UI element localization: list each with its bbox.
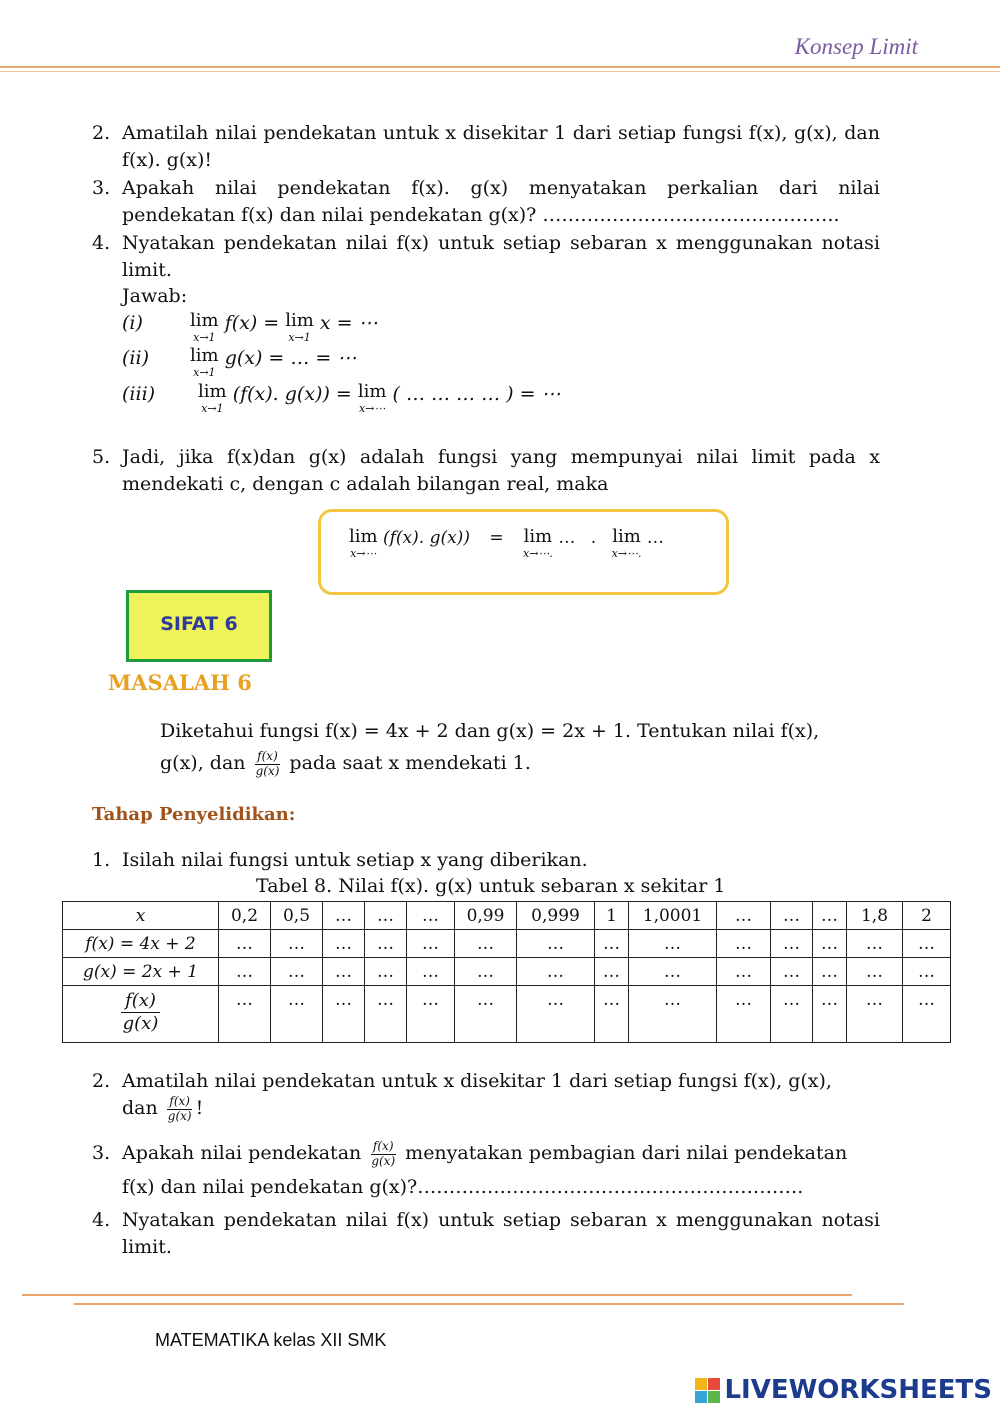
table-cell: … xyxy=(323,986,365,1043)
lim-sub: x→⋯. xyxy=(611,547,642,560)
answer-tail: ( … … … … ) = ⋯ xyxy=(392,383,561,405)
fraction xyxy=(369,1140,397,1167)
fraction xyxy=(121,990,160,1034)
table-header-cell: … xyxy=(365,902,407,930)
jawab-label: Jawab: xyxy=(122,285,188,307)
logo-text: LIVEWORKSHEETS xyxy=(724,1375,992,1405)
answer-i xyxy=(122,312,378,343)
logo-square xyxy=(708,1378,720,1390)
header-line xyxy=(0,66,1000,68)
frac-num: f(x) xyxy=(372,1139,394,1154)
table-cell: … xyxy=(595,986,629,1043)
table-row-f xyxy=(63,930,951,958)
answer-mid: (f(x). g(x)) = xyxy=(232,383,358,405)
problem-text: pada saat x mendekati 1. xyxy=(289,752,531,774)
answer-label: (i) xyxy=(122,312,143,334)
item-text: Jadi, jika f(x)dan g(x) adalah fungsi yang mempunyai nilai limit pada x mendekati c, dengan c adalah bilangan real, maka xyxy=(122,446,880,495)
table-cell: … xyxy=(271,986,323,1043)
item-text: Nyatakan pendekatan nilai f(x) untuk setiap sebaran x menggunakan notasi limit. xyxy=(122,232,880,281)
table-cell: … xyxy=(455,958,517,986)
lim-word: lim xyxy=(349,526,378,547)
item-text: Isilah nilai fungsi untuk setiap x yang diberikan. xyxy=(122,849,588,871)
frac-num: f(x) xyxy=(169,1094,190,1109)
row-label: f(x) = 4x + 2 xyxy=(63,930,219,958)
tahap-heading: Tahap Penyelidikan: xyxy=(92,804,296,825)
frac-den: g(x) xyxy=(122,1012,159,1034)
item-text-c: ! xyxy=(195,1097,204,1119)
table-cell: … xyxy=(407,958,455,986)
table-cell: … xyxy=(903,958,951,986)
item-text xyxy=(122,1068,880,1123)
answer-iii xyxy=(122,383,561,414)
item-number: 3. xyxy=(92,177,111,199)
formula-box xyxy=(318,509,729,595)
formula-expr: (f(x). g(x)) xyxy=(383,528,470,548)
table-header-cell: 0,99 xyxy=(455,902,517,930)
lim-word: lim xyxy=(357,381,387,402)
row-label xyxy=(63,986,219,1043)
problem-text: g(x), dan xyxy=(160,752,246,774)
table-cell: … xyxy=(323,958,365,986)
item-text-b: dan xyxy=(122,1097,158,1119)
table-cell: … xyxy=(771,958,813,986)
table-cell: … xyxy=(407,930,455,958)
values-table xyxy=(62,901,951,1043)
item-number: 5. xyxy=(92,446,111,468)
table-cell: … xyxy=(517,930,595,958)
item-number: 1. xyxy=(92,849,111,871)
table-cell: … xyxy=(219,930,271,958)
lim-sub: x→1 xyxy=(201,402,224,415)
header-title: Konsep Limit xyxy=(794,34,918,59)
lim-sub: x→1 xyxy=(193,366,216,379)
table-header-cell: 1 xyxy=(595,902,629,930)
limit-expr xyxy=(190,312,219,343)
table-cell: … xyxy=(629,958,717,986)
item-number: 4. xyxy=(92,1209,111,1231)
table-cell: … xyxy=(903,986,951,1043)
item-text: Nyatakan pendekatan nilai f(x) untuk setiap sebaran x menggunakan notasi limit. xyxy=(122,1209,880,1258)
table-header-cell: 1,0001 xyxy=(629,902,717,930)
table-cell: … xyxy=(271,958,323,986)
table-header-cell: … xyxy=(407,902,455,930)
limit-expr xyxy=(523,528,553,559)
table-header-cell: 1,8 xyxy=(847,902,903,930)
item-number: 3. xyxy=(92,1142,111,1164)
lim-sub: x→⋯ xyxy=(358,402,386,415)
table-cell: … xyxy=(365,930,407,958)
table-header-cell: 0,2 xyxy=(219,902,271,930)
part1-item-3 xyxy=(92,175,880,229)
frac-den: g(x) xyxy=(255,763,280,778)
lim-word: lim xyxy=(190,345,219,366)
table-cell: … xyxy=(813,930,847,958)
footer-line xyxy=(22,1294,852,1296)
table-cell: … xyxy=(813,958,847,986)
answer-tail: x = ⋯ xyxy=(319,312,378,334)
table-cell: … xyxy=(219,986,271,1043)
limit-expr xyxy=(190,347,219,378)
answer-label: (iii) xyxy=(122,383,156,405)
table-cell: … xyxy=(903,930,951,958)
table-cell: … xyxy=(323,930,365,958)
item-text-a: Apakah nilai pendekatan xyxy=(122,1142,362,1164)
header-line-thin xyxy=(0,71,1000,72)
lim-word: lim xyxy=(523,526,553,547)
part2-item-4 xyxy=(92,1207,880,1261)
limit-expr xyxy=(612,528,642,559)
limit-expr xyxy=(358,383,387,414)
part2-item-3 xyxy=(92,1140,880,1201)
table-cell: … xyxy=(847,930,903,958)
frac-den: g(x) xyxy=(371,1153,396,1168)
table-cell: … xyxy=(847,986,903,1043)
sifat-label: SIFAT 6 xyxy=(160,613,238,635)
part1-item-2 xyxy=(92,120,880,174)
table-header-row xyxy=(63,902,951,930)
logo-square xyxy=(695,1378,707,1390)
logo-square xyxy=(708,1391,720,1403)
lim-sub: x→1 xyxy=(288,331,311,344)
part1-item-4 xyxy=(92,230,880,284)
table-cell: … xyxy=(365,958,407,986)
table-cell: … xyxy=(271,930,323,958)
lim-word: lim xyxy=(190,310,219,331)
row-label: g(x) = 2x + 1 xyxy=(63,958,219,986)
fraction xyxy=(166,1095,194,1122)
answer-mid: g(x) = … = ⋯ xyxy=(224,347,357,369)
table-cell: … xyxy=(717,930,771,958)
logo-icon xyxy=(695,1378,720,1403)
table-cell: … xyxy=(595,958,629,986)
part2-item-2 xyxy=(92,1068,880,1123)
table-cell: … xyxy=(455,986,517,1043)
item-number: 2. xyxy=(92,1070,111,1092)
item-number: 4. xyxy=(92,232,111,254)
lim-sub: x→⋯. xyxy=(523,547,553,560)
table-cell: … xyxy=(629,986,717,1043)
table-cell: … xyxy=(771,986,813,1043)
table-row-g xyxy=(63,958,951,986)
answer-ii xyxy=(122,347,356,378)
table-row-fg xyxy=(63,986,951,1043)
footer-line-2 xyxy=(74,1303,904,1305)
table-cell: … xyxy=(219,958,271,986)
table-header-cell: … xyxy=(813,902,847,930)
formula-eq: = xyxy=(489,528,504,548)
item-text-a: Amatilah nilai pendekatan untuk x disekitar 1 dari setiap fungsi f(x), g(x), xyxy=(122,1070,832,1092)
problem-line-1 xyxy=(160,716,860,746)
table-cell: … xyxy=(813,986,847,1043)
table-header-cell: 2 xyxy=(903,902,951,930)
table-cell: … xyxy=(517,958,595,986)
table-cell: … xyxy=(365,986,407,1043)
lim-word: lim xyxy=(198,381,227,402)
table-header-cell: … xyxy=(323,902,365,930)
part1-item-5 xyxy=(92,444,880,498)
table-cell: … xyxy=(407,986,455,1043)
table-header-cell: … xyxy=(717,902,771,930)
limit-expr xyxy=(349,528,378,559)
table-header-cell: … xyxy=(771,902,813,930)
footer-text: MATEMATIKA kelas XII SMK xyxy=(155,1330,387,1350)
lim-word: lim xyxy=(285,310,314,331)
liveworksheets-logo xyxy=(695,1375,992,1405)
answer-label: (ii) xyxy=(122,347,149,369)
item-text: Apakah nilai pendekatan f(x). g(x) menyatakan perkalian dari nilai pendekatan f(x) dan nilai pendekatan g(x)? ……………………………………….. xyxy=(122,177,880,226)
problem-text: Diketahui fungsi f(x) = 4x + 2 dan g(x) = 2x + 1. Tentukan nilai f(x), xyxy=(160,720,820,742)
formula-dots: … xyxy=(558,528,576,548)
logo-square xyxy=(695,1391,707,1403)
item-text-c: f(x) dan nilai pendekatan g(x)?……………………………………………………. xyxy=(122,1175,804,1198)
lim-sub: x→⋯ xyxy=(350,547,377,560)
table-header-cell: 0,5 xyxy=(271,902,323,930)
table-cell: … xyxy=(595,930,629,958)
table-cell: … xyxy=(771,930,813,958)
sifat-banner xyxy=(126,590,272,662)
formula-row xyxy=(349,528,664,559)
table-cell: … xyxy=(717,958,771,986)
table-cell: … xyxy=(629,930,717,958)
table-cell: … xyxy=(717,986,771,1043)
masalah-title: MASALAH 6 xyxy=(108,670,252,695)
item-text: Amatilah nilai pendekatan untuk x disekitar 1 dari setiap fungsi f(x), g(x), dan f(x). g(x)! xyxy=(122,122,880,171)
lim-word: lim xyxy=(612,526,641,547)
table-cell: … xyxy=(455,930,517,958)
frac-den: g(x) xyxy=(167,1108,192,1123)
frac-num: f(x) xyxy=(257,749,278,764)
item-text xyxy=(122,1140,880,1201)
answer-mid: f(x) = xyxy=(224,312,286,334)
lim-sub: x→1 xyxy=(193,331,216,344)
table-cell: … xyxy=(847,958,903,986)
table-caption: Tabel 8. Nilai f(x). g(x) untuk sebaran x sekitar 1 xyxy=(256,875,726,897)
limit-expr xyxy=(198,383,227,414)
fraction xyxy=(254,750,282,777)
item-text-b: menyatakan pembagian dari nilai pendekatan xyxy=(405,1142,848,1164)
table-cell: … xyxy=(517,986,595,1043)
formula-dot: . xyxy=(590,528,597,548)
table-header-cell: x xyxy=(63,902,219,930)
item-number: 2. xyxy=(92,122,111,144)
formula-dots: … xyxy=(646,528,664,548)
problem-line-2 xyxy=(160,748,860,778)
limit-expr xyxy=(285,312,314,343)
part2-item-1 xyxy=(92,847,880,874)
table-header-cell: 0,999 xyxy=(517,902,595,930)
frac-num: f(x) xyxy=(121,990,160,1013)
